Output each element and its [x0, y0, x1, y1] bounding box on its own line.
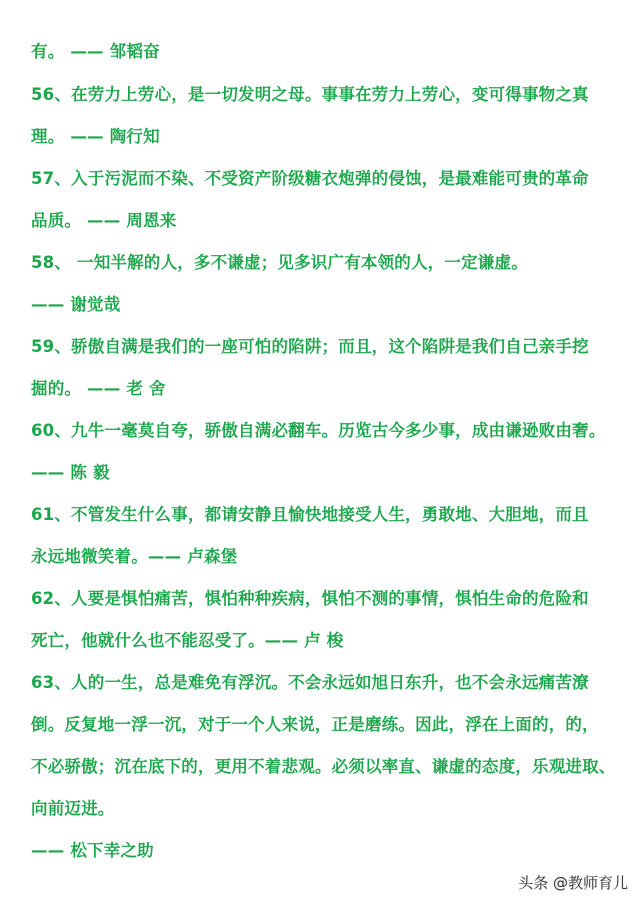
- quote-line: 58、 一知半解的人，多不谦虚；见多识广有本领的人，一定谦虚。: [31, 253, 528, 272]
- quote-line: 62、人要是惧怕痛苦，惧怕种种疾病，惧怕不测的事情，惧怕生命的危险和: [31, 589, 589, 608]
- quote-line: —— 陈 毅: [31, 463, 110, 482]
- quote-line: 63、人的一生，总是难免有浮沉。不会永远如旭日东升，也不会永远痛苦潦: [31, 673, 589, 692]
- quote-line: —— 松下幸之助: [31, 841, 154, 860]
- quote-line: 理。 —— 陶行知: [31, 127, 160, 146]
- quote-line: —— 谢觉哉: [31, 295, 121, 314]
- watermark: 头条 @教师育儿: [518, 874, 628, 892]
- quote-line: 60、九牛一毫莫自夸，骄傲自满必翻车。历览古今多少事，成由谦逊败由奢。: [31, 421, 606, 440]
- quote-line: 56、在劳力上劳心，是一切发明之母。事事在劳力上劳心，变可得事物之真: [31, 85, 589, 104]
- quote-line: 不必骄傲；沉在底下的，更用不着悲观。必须以率直、谦虚的态度，乐观进取、: [31, 757, 616, 776]
- quote-line: 有。 —— 邹韬奋: [31, 42, 160, 61]
- quote-line: 死亡，他就什么也不能忍受了。—— 卢 梭: [31, 631, 344, 650]
- quote-line: 品质。 —— 周恩来: [31, 211, 177, 230]
- quote-line: 掘的。 —— 老 舍: [31, 379, 166, 398]
- quote-line: 59、骄傲自满是我们的一座可怕的陷阱；而且，这个陷阱是我们自己亲手挖: [31, 337, 589, 356]
- quote-line: 倒。反复地一浮一沉，对于一个人来说，正是磨练。因此，浮在上面的，的，: [31, 715, 599, 734]
- quote-line: 57、入于污泥而不染、不受资产阶级糖衣炮弹的侵蚀，是最难能可贵的革命: [31, 169, 589, 188]
- quote-line: 61、不管发生什么事，都请安静且愉快地接受人生，勇敢地、大胆地，而且: [31, 505, 589, 524]
- quote-line: 向前迈进。: [31, 799, 115, 818]
- quote-line: 永远地微笑着。—— 卢森堡: [31, 547, 238, 566]
